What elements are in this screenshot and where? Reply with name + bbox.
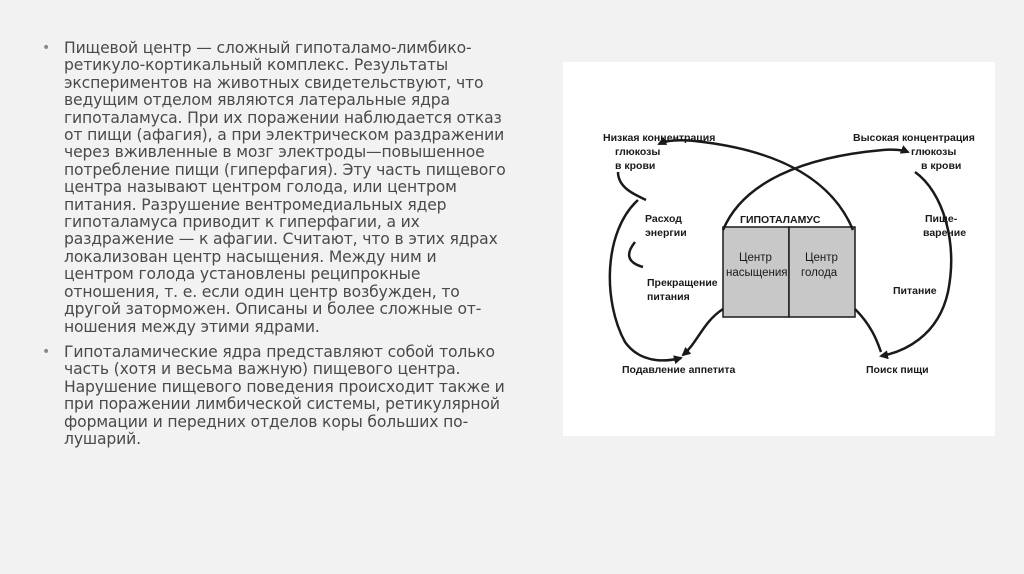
- label-food-search: Поиск пищи: [866, 364, 929, 376]
- text-line: раздражение — к афагии. Считают, что в этих ядрах: [64, 230, 498, 249]
- text-line: ретикуло-кортикальный комплекс. Результаты: [64, 56, 449, 75]
- arrow-energy-to-stop: [629, 242, 643, 267]
- label-digestion: варение: [923, 227, 967, 239]
- text-line: центром голода установлены реципрокные: [64, 265, 421, 284]
- right-inner-arrow: [855, 309, 881, 352]
- text-line: через вживленные в мозг электроды—повышенное: [64, 143, 485, 162]
- label-high-glucose: Высокая концентрация: [853, 132, 975, 144]
- text-line: центра называют центром голода, или центром: [64, 178, 457, 197]
- label-satiety-center: насыщения: [726, 267, 788, 279]
- right-outer-loop: [881, 172, 951, 356]
- bullet-dot-icon: •: [42, 343, 51, 360]
- label-stop-eating: Прекращение: [647, 277, 718, 289]
- text-line: потребление пищи (гиперфагия). Эту часть пищевого: [64, 160, 506, 179]
- text-line: локализован центр насыщения. Между ним и: [64, 247, 437, 266]
- label-hypothalamus: ГИПОТАЛАМУС: [740, 214, 821, 226]
- arrow-low-glucose-to-energy: [618, 172, 646, 200]
- text-line: другой заторможен. Описаны и более сложные от-: [64, 300, 482, 319]
- label-hunger-center: Центр: [805, 252, 838, 264]
- label-appetite-suppression: Подавление аппетита: [622, 364, 736, 376]
- label-energy-use: Расход: [645, 213, 682, 225]
- text-line: Гипоталамические ядра представляют собой только: [64, 342, 495, 361]
- text-line: гипоталамуса приводит к гиперфагии, а их: [64, 213, 420, 232]
- label-digestion: Пище-: [925, 213, 958, 225]
- label-low-glucose: Низкая концентрация: [603, 132, 716, 144]
- text-line: при поражении лимбической системы, ретикулярной: [64, 395, 500, 414]
- text-line: экспериментов на животных свидетельствуют, что: [64, 73, 484, 92]
- text-line: Нарушение пищевого поведения происходит также и: [64, 377, 505, 396]
- label-nutrition: Питание: [893, 285, 937, 297]
- label-high-glucose: в крови: [921, 160, 962, 172]
- text-line: лушарий.: [64, 429, 141, 448]
- bullet-paragraph-1: [42, 40, 542, 336]
- text-line: гипоталамуса. При их поражении наблюдается отказ: [64, 108, 502, 127]
- text-line: ношения между этими ядрами.: [64, 317, 320, 336]
- text-line: питания. Разрушение вентромедиальных ядер: [64, 195, 447, 214]
- text-line: ведущим отделом являются латеральные ядра: [64, 91, 450, 110]
- label-energy-use: энергии: [645, 227, 687, 239]
- label-satiety-center: Центр: [739, 252, 772, 264]
- label-low-glucose: глюкозы: [615, 146, 661, 158]
- label-stop-eating: питания: [647, 291, 690, 303]
- bullet-dot-icon: •: [42, 40, 51, 56]
- text-column: [42, 40, 542, 456]
- text-line: отношения, т. е. если один центр возбужден, то: [64, 282, 460, 301]
- left-inner-arrow: [683, 309, 723, 355]
- bullet-paragraph-2: [42, 344, 542, 448]
- diagram-svg: [563, 62, 995, 436]
- label-low-glucose: в крови: [615, 160, 656, 172]
- text-line: от пищи (афагия), а при электрическом раздражении: [64, 126, 505, 145]
- text-line: часть (хотя и весьма важную) пищевого центра.: [64, 360, 461, 379]
- label-high-glucose: глюкозы: [911, 146, 957, 158]
- hunger-satiety-diagram: [563, 62, 995, 436]
- text-line: Пищевой центр — сложный гипоталамо-лимбико-: [64, 39, 472, 57]
- text-line: формации и передних отделов коры больших по-: [64, 412, 469, 431]
- label-hunger-center: голода: [801, 267, 838, 279]
